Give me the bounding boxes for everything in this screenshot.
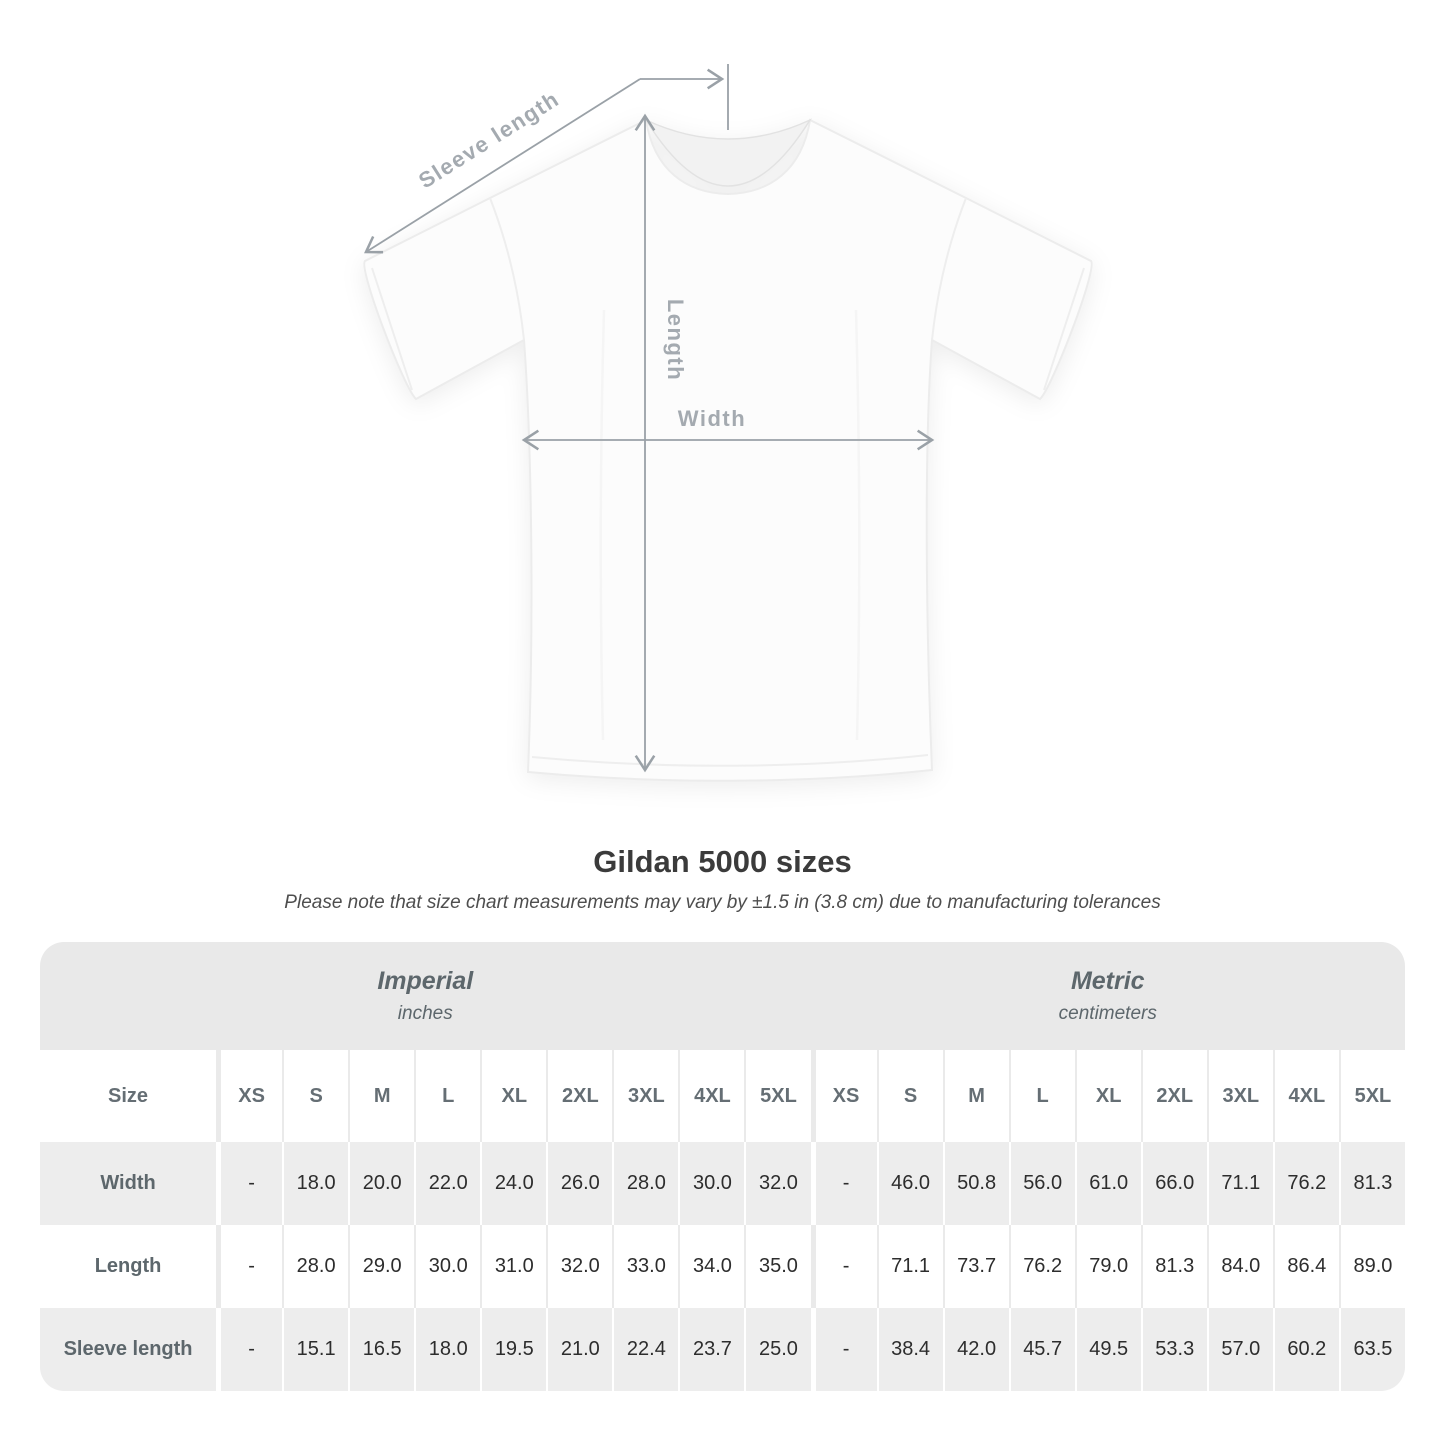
size-value-cell: 89.0	[1339, 1225, 1405, 1308]
unit-header-band	[40, 942, 1405, 1050]
size-value-cell: 60.2	[1273, 1308, 1339, 1391]
size-value-cell: 79.0	[1075, 1225, 1141, 1308]
metric-unit: centimeters	[1058, 1003, 1157, 1024]
size-value-cell: -	[811, 1225, 877, 1308]
size-value-cell: 28.0	[282, 1225, 348, 1308]
size-value-cell: 45.7	[1009, 1308, 1075, 1391]
size-value-cell: 22.0	[414, 1142, 480, 1225]
size-value-cell: 84.0	[1207, 1225, 1273, 1308]
size-col-header: XS	[811, 1050, 877, 1142]
size-value-cell: 33.0	[612, 1225, 678, 1308]
size-value-cell: 86.4	[1273, 1225, 1339, 1308]
size-value-cell: 57.0	[1207, 1308, 1273, 1391]
imperial-unit: inches	[397, 1003, 453, 1024]
size-col-header: 5XL	[744, 1050, 810, 1142]
size-col-header: Size	[40, 1050, 216, 1142]
size-value-cell: -	[216, 1225, 282, 1308]
size-value-cell: 66.0	[1141, 1142, 1207, 1225]
size-value-cell: 76.2	[1273, 1142, 1339, 1225]
size-col-header: 2XL	[1141, 1050, 1207, 1142]
size-value-cell: 53.3	[1141, 1308, 1207, 1391]
size-col-header: XL	[480, 1050, 546, 1142]
length-label: Length	[663, 298, 688, 382]
tshirt-graphic	[364, 120, 1091, 781]
size-col-header: 3XL	[1207, 1050, 1273, 1142]
table-row-width	[40, 1142, 1405, 1225]
size-value-cell: 18.0	[282, 1142, 348, 1225]
size-value-cell: 76.2	[1009, 1225, 1075, 1308]
size-value-cell: 29.0	[348, 1225, 414, 1308]
measurements-table	[40, 1050, 1405, 1391]
size-value-cell: 20.0	[348, 1142, 414, 1225]
size-value-cell: 25.0	[744, 1308, 810, 1391]
size-value-cell: 16.5	[348, 1308, 414, 1391]
tolerance-note: Please note that size chart measurements may vary by ±1.5 in (3.8 cm) due to manufacturing tolerances	[284, 892, 1161, 913]
size-value-cell: 23.7	[678, 1308, 744, 1391]
size-col-header: 4XL	[678, 1050, 744, 1142]
row-label: Length	[40, 1225, 216, 1308]
size-value-cell: 49.5	[1075, 1308, 1141, 1391]
size-value-cell: 18.0	[414, 1308, 480, 1391]
size-value-cell: 32.0	[744, 1142, 810, 1225]
size-value-cell: 71.1	[1207, 1142, 1273, 1225]
size-value-cell: 22.4	[612, 1308, 678, 1391]
size-value-cell: -	[811, 1308, 877, 1391]
size-value-cell: 24.0	[480, 1142, 546, 1225]
size-header-row	[40, 1050, 1405, 1142]
size-value-cell: 71.1	[877, 1225, 943, 1308]
page-title: Gildan 5000 sizes	[593, 844, 852, 879]
size-table	[40, 942, 1405, 1391]
size-value-cell: 21.0	[546, 1308, 612, 1391]
metric-header	[811, 942, 1405, 1050]
size-value-cell: 50.8	[943, 1142, 1009, 1225]
tshirt-body	[364, 120, 1091, 781]
size-col-header: 5XL	[1339, 1050, 1405, 1142]
size-value-cell: 81.3	[1141, 1225, 1207, 1308]
size-value-cell: 34.0	[678, 1225, 744, 1308]
size-value-cell: 19.5	[480, 1308, 546, 1391]
size-value-cell: -	[811, 1142, 877, 1225]
size-value-cell: 30.0	[414, 1225, 480, 1308]
size-value-cell: 15.1	[282, 1308, 348, 1391]
size-col-header: XL	[1075, 1050, 1141, 1142]
size-value-cell: 46.0	[877, 1142, 943, 1225]
size-value-cell: 32.0	[546, 1225, 612, 1308]
row-label: Width	[40, 1142, 216, 1225]
size-value-cell: 81.3	[1339, 1142, 1405, 1225]
size-col-header: 3XL	[612, 1050, 678, 1142]
size-col-header: 2XL	[546, 1050, 612, 1142]
size-value-cell: 42.0	[943, 1308, 1009, 1391]
size-col-header: XS	[216, 1050, 282, 1142]
table-row-sleeve-length	[40, 1308, 1405, 1391]
metric-title: Metric	[1070, 967, 1145, 995]
size-value-cell: -	[216, 1142, 282, 1225]
size-col-header: S	[877, 1050, 943, 1142]
size-value-cell: 73.7	[943, 1225, 1009, 1308]
size-value-cell: 31.0	[480, 1225, 546, 1308]
size-value-cell: 35.0	[744, 1225, 810, 1308]
size-col-header: L	[414, 1050, 480, 1142]
size-value-cell: 56.0	[1009, 1142, 1075, 1225]
size-value-cell: 30.0	[678, 1142, 744, 1225]
size-col-header: L	[1009, 1050, 1075, 1142]
size-value-cell: 28.0	[612, 1142, 678, 1225]
sleeve-length-label: Sleeve length	[414, 85, 564, 194]
size-col-header: S	[282, 1050, 348, 1142]
size-value-cell: -	[216, 1308, 282, 1391]
size-value-cell: 61.0	[1075, 1142, 1141, 1225]
size-value-cell: 38.4	[877, 1308, 943, 1391]
size-col-header: M	[943, 1050, 1009, 1142]
size-col-header: 4XL	[1273, 1050, 1339, 1142]
imperial-header	[40, 942, 811, 1050]
size-col-header: M	[348, 1050, 414, 1142]
row-label: Sleeve length	[40, 1308, 216, 1391]
size-value-cell: 63.5	[1339, 1308, 1405, 1391]
width-label: Width	[677, 406, 747, 431]
size-value-cell: 26.0	[546, 1142, 612, 1225]
table-row-length	[40, 1225, 1405, 1308]
imperial-title: Imperial	[377, 967, 474, 995]
